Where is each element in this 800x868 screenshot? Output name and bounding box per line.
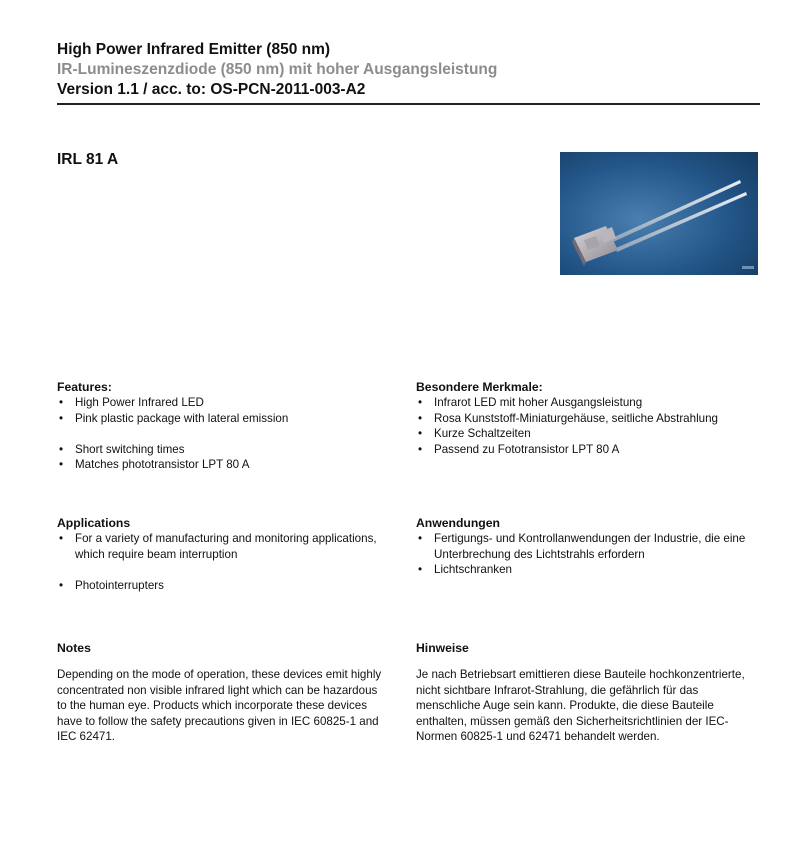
notes-text-german: Je nach Betriebsart emittieren diese Bauteile hochkonzentrierte, nicht sichtbare Infrarot-Strahlung, die gefährlich für das menschliche Auge sein kann. Produkte, die diese Bauteile enthalten, müssen gemäß den Sicherheitsrichtlinien der IEC-Normen 60825-1 und 62471 behandelt werden. bbox=[416, 668, 745, 743]
applications-section-de bbox=[416, 515, 761, 578]
notes-heading: Notes bbox=[57, 641, 91, 655]
list-item: • Fertigungs- und Kontrollanwendungen der Industrie, die eine Unterbrechung des Lichtstrahls erfordern bbox=[416, 531, 761, 562]
part-number: IRL 81 A bbox=[57, 151, 119, 168]
notes-section-en bbox=[57, 640, 389, 745]
header-divider bbox=[57, 103, 760, 105]
applications-heading-german: Anwendungen bbox=[416, 516, 500, 530]
applications-section-en bbox=[57, 515, 377, 593]
list-item: • High Power Infrared LED bbox=[57, 395, 377, 411]
list-item: • Photointerrupters bbox=[57, 578, 377, 594]
list-item: • Kurze Schaltzeiten bbox=[416, 426, 761, 442]
applications-heading: Applications bbox=[57, 516, 131, 530]
list-item: • Lichtschranken bbox=[416, 562, 761, 578]
notes-section-de bbox=[416, 640, 761, 745]
list-item: • Short switching times bbox=[57, 442, 377, 458]
features-section-en bbox=[57, 379, 377, 473]
list-item: • Passend zu Fototransistor LPT 80 A bbox=[416, 442, 761, 458]
list-item: • Infrarot LED mit hoher Ausgangsleistung bbox=[416, 395, 761, 411]
list-item: • For a variety of manufacturing and monitoring applications, which require beam interruption bbox=[57, 531, 377, 562]
list-item: • Matches phototransistor LPT 80 A bbox=[57, 457, 377, 473]
notes-text: Depending on the mode of operation, these devices emit highly concentrated non visible infrared light which can be hazardous to the human eye. Products which incorporate these devices have to follow the safety precautions given in IEC 60825-1 and IEC 62471. bbox=[57, 668, 382, 743]
document-version: Version 1.1 / acc. to: OS-PCN-2011-003-A2 bbox=[57, 81, 366, 98]
list-item: • Pink plastic package with lateral emission bbox=[57, 411, 377, 427]
notes-heading-german: Hinweise bbox=[416, 641, 469, 655]
document-title: High Power Infrared Emitter (850 nm) bbox=[57, 41, 331, 58]
document-subtitle-german: IR-Lumineszenzdiode (850 nm) mit hoher Ausgangsleistung bbox=[57, 61, 498, 78]
features-heading-german: Besondere Merkmale: bbox=[416, 380, 543, 394]
features-heading: Features: bbox=[57, 380, 112, 394]
list-item: • Rosa Kunststoff-Miniaturgehäuse, seitliche Abstrahlung bbox=[416, 411, 761, 427]
product-photo bbox=[560, 152, 758, 275]
features-section-de bbox=[416, 379, 761, 457]
